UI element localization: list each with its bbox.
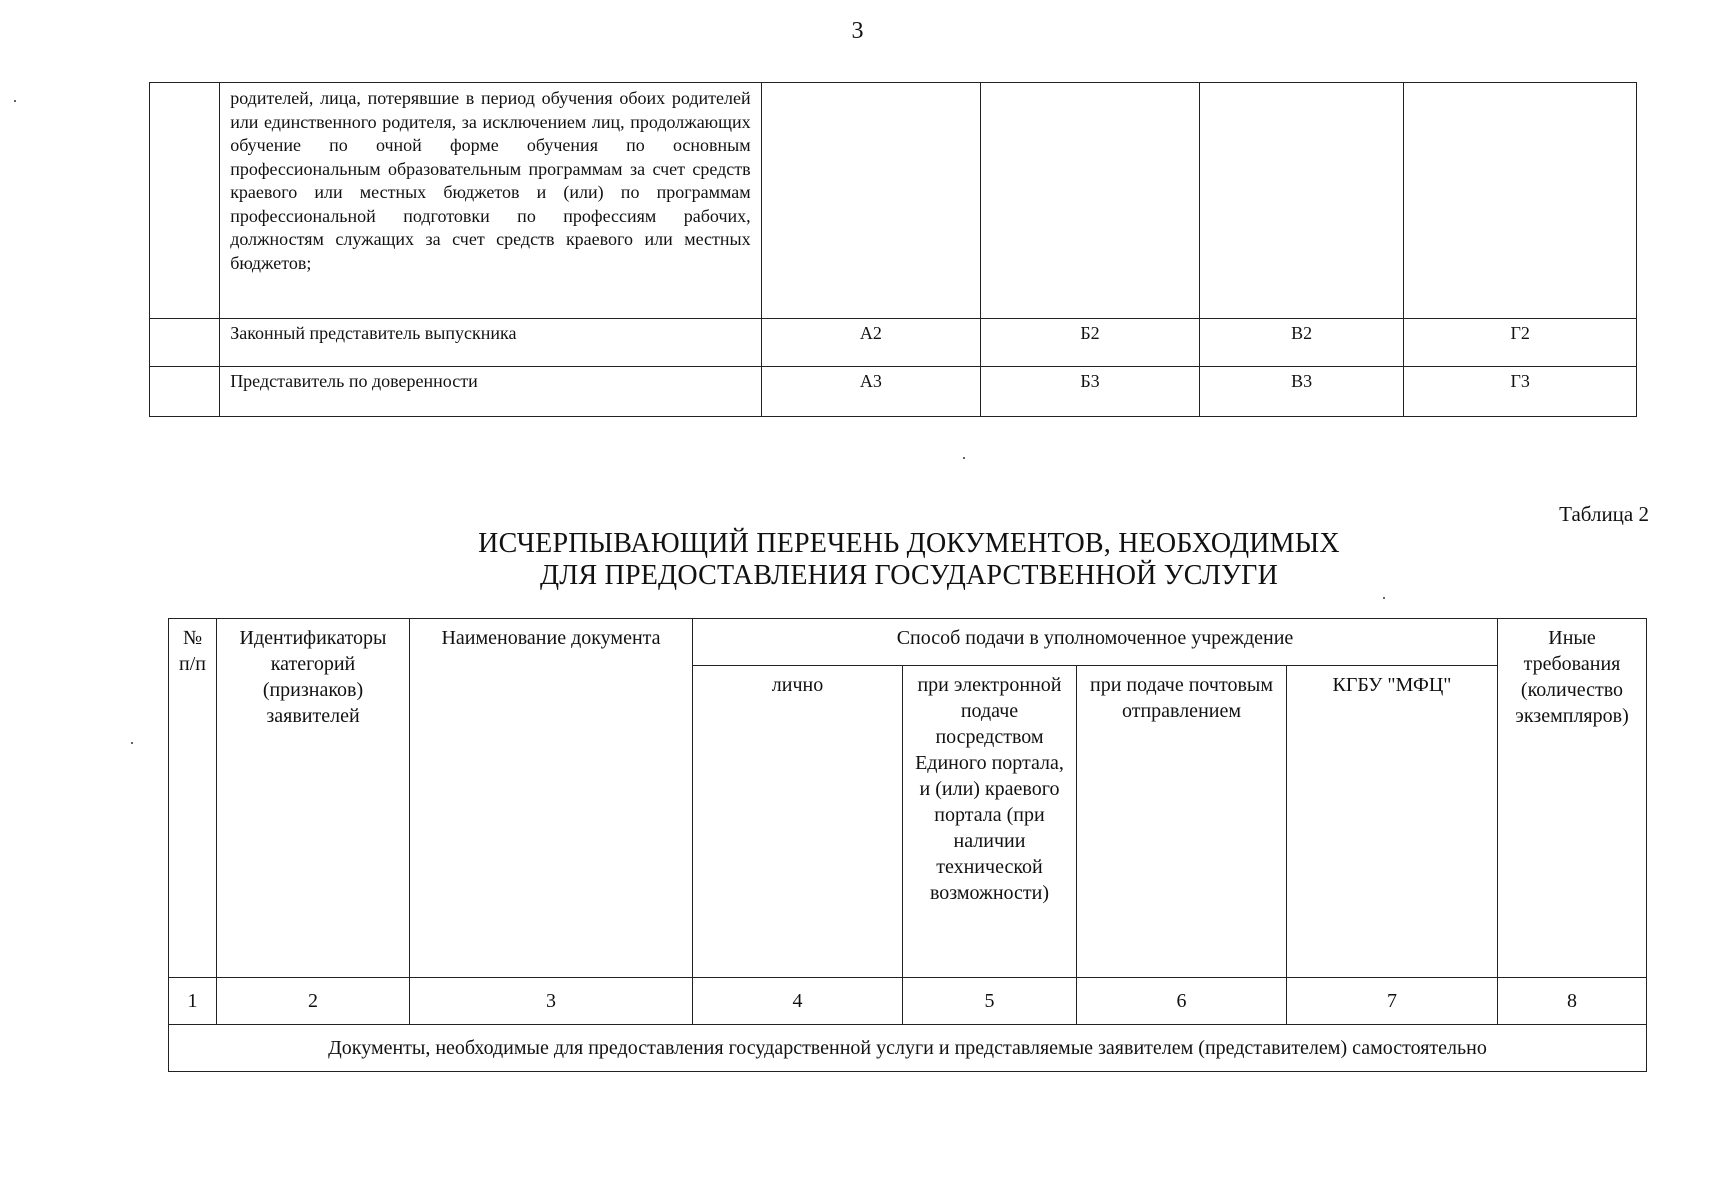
table-row [150,83,1637,319]
category-description: родителей, лица, потерявшие в период обучения обоих родителей или единственного родителя, за исключением лиц, продолжающих обучение по очной форме обучения по основным профессиональным образовательным программам за счет средств краевого или местных бюджетов и (или) по программам профессиональной подготовки по профессиям рабочих, должностям служащих за счет средств краевого или местных бюджетов; [220,83,761,319]
header-mfc: КГБУ "МФЦ" [1287,666,1498,978]
table-caption: Таблица 2 [1559,502,1649,526]
code-cell-a: А2 [761,319,981,367]
section-heading [0,528,1715,592]
code-cell-a: А3 [761,367,981,417]
code-cell-g: Г2 [1404,319,1637,367]
code-cell-g [1404,83,1637,319]
category-description: Законный представитель выпускника [220,319,761,367]
code-cell-g: Г3 [1404,367,1637,417]
scan-speck [131,742,133,744]
header-document-name: Наименование документа [410,619,693,978]
code-cell-b [981,83,1200,319]
code-cell-v [1199,83,1404,319]
page-number: 3 [851,18,864,44]
row-number-cell [150,83,220,319]
column-number: 1 [169,978,217,1025]
scan-speck [963,457,965,459]
section-title: Документы, необходимые для предоставления государственной услуги и представляемые заявителем (представителем) самостоятельно [169,1025,1647,1072]
category-description: Представитель по доверенности [220,367,761,417]
column-number: 5 [903,978,1077,1025]
header-row [169,619,1647,666]
table-row [150,319,1637,367]
documents-table [168,618,1647,1072]
header-submission-method: Способ подачи в уполномоченное учреждение [693,619,1498,666]
column-number: 2 [217,978,410,1025]
column-number: 6 [1077,978,1287,1025]
heading-line-2: ДЛЯ ПРЕДОСТАВЛЕНИЯ ГОСУДАРСТВЕННОЙ УСЛУГИ [539,560,1278,591]
row-number-cell [150,367,220,417]
scan-speck [1383,597,1385,599]
code-cell-b: Б3 [981,367,1200,417]
section-row [169,1025,1647,1072]
header-electronic: при электронной подаче посредством Единого портала, и (или) краевого портала (при наличии технической возможности) [903,666,1077,978]
header-identifiers: Идентификаторы категорий (признаков) заявителей [217,619,410,978]
header-in-person: лично [693,666,903,978]
row-number-cell [150,319,220,367]
column-number: 7 [1287,978,1498,1025]
code-cell-v: В2 [1199,319,1404,367]
column-number: 4 [693,978,903,1025]
column-number-row [169,978,1647,1025]
code-cell-a [761,83,981,319]
code-cell-v: В3 [1199,367,1404,417]
header-postal: при подаче почтовым отправлением [1077,666,1287,978]
column-number: 3 [410,978,693,1025]
code-cell-b: Б2 [981,319,1200,367]
column-number: 8 [1498,978,1647,1025]
table-row [150,367,1637,417]
heading-line-1: ИСЧЕРПЫВАЮЩИЙ ПЕРЕЧЕНЬ ДОКУМЕНТОВ, НЕОБХОДИМЫХ [478,528,1340,559]
header-other-requirements: Иные требования (количество экземпляров) [1498,619,1647,978]
applicant-categories-table [149,82,1637,417]
header-number: № п/п [169,619,217,978]
scan-speck [14,100,16,102]
